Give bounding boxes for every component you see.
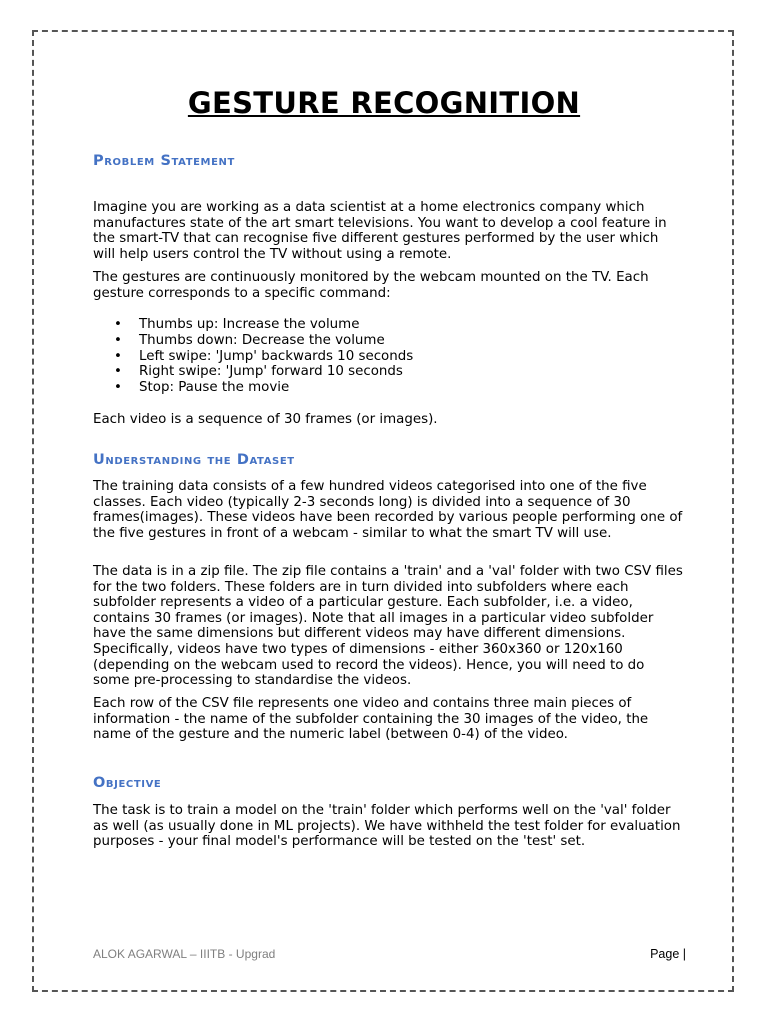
- objective-heading: Objective: [93, 775, 162, 791]
- list-item: • Stop: Pause the movie: [93, 380, 653, 396]
- footer-page-label: Page |: [650, 947, 686, 961]
- dataset-paragraph-3: Each row of the CSV file represents one video and contains three main pieces of information - the name of the subfolder containing the 30 images of the video, the name of the gesture and the numeric label (between 0-4) of the video.: [93, 696, 649, 743]
- problem-paragraph-1: Imagine you are working as a data scientist at a home electronics company which manufactures state of the art smart televisions. You want to develop a cool feature in the smart-TV that can recognise five different gestures performed by the user which will help users control the TV without using a remote.: [93, 200, 667, 262]
- gesture-command-list: [93, 317, 653, 396]
- objective-paragraph: The task is to train a model on the 'train' folder which performs well on the 'val' folder as well (as usually done in ML projects). We have withheld the test folder for evaluation purposes - your final model's performance will be tested on the 'test' set.: [93, 803, 681, 850]
- list-item: • Thumbs down: Decrease the volume: [93, 333, 653, 349]
- problem-paragraph-2: The gestures are continuously monitored by the webcam mounted on the TV. Each gesture corresponds to a specific command:: [93, 270, 649, 301]
- list-item: • Thumbs up: Increase the volume: [93, 317, 653, 333]
- problem-paragraph-3: Each video is a sequence of 30 frames (or images).: [93, 412, 438, 427]
- document-title: GESTURE RECOGNITION: [187, 86, 581, 120]
- dataset-paragraph-1: The training data consists of a few hundred videos categorised into one of the five classes. Each video (typically 2-3 seconds long) is divided into a sequence of 30 frames(images). These videos have been recorded by various people performing one of the five gestures in front of a webcam - similar to what the smart TV will use.: [93, 479, 683, 541]
- list-item: • Left swipe: 'Jump' backwards 10 seconds: [93, 349, 653, 365]
- problem-statement-heading: Problem Statement: [93, 153, 235, 169]
- list-item: • Right swipe: 'Jump' forward 10 seconds: [93, 364, 653, 380]
- footer-author: ALOK AGARWAL – IIITB - Upgrad: [93, 947, 276, 961]
- dataset-paragraph-2: The data is in a zip file. The zip file contains a 'train' and a 'val' folder with two CSV files for the two folders. These folders are in turn divided into subfolders where each subfolder represents a video of a particular gesture. Each subfolder, i.e. a video, contains 30 frames (or images). Note that all images in a particular video subfolder have the same dimensions but different videos may have different dimensions. Specifically, videos have two types of dimensions - either 360x360 or 120x160 (depending on the webcam used to record the videos). Hence, you will need to do some pre-processing to standardise the videos.: [93, 564, 683, 689]
- dataset-heading: Understanding the Dataset: [93, 452, 295, 468]
